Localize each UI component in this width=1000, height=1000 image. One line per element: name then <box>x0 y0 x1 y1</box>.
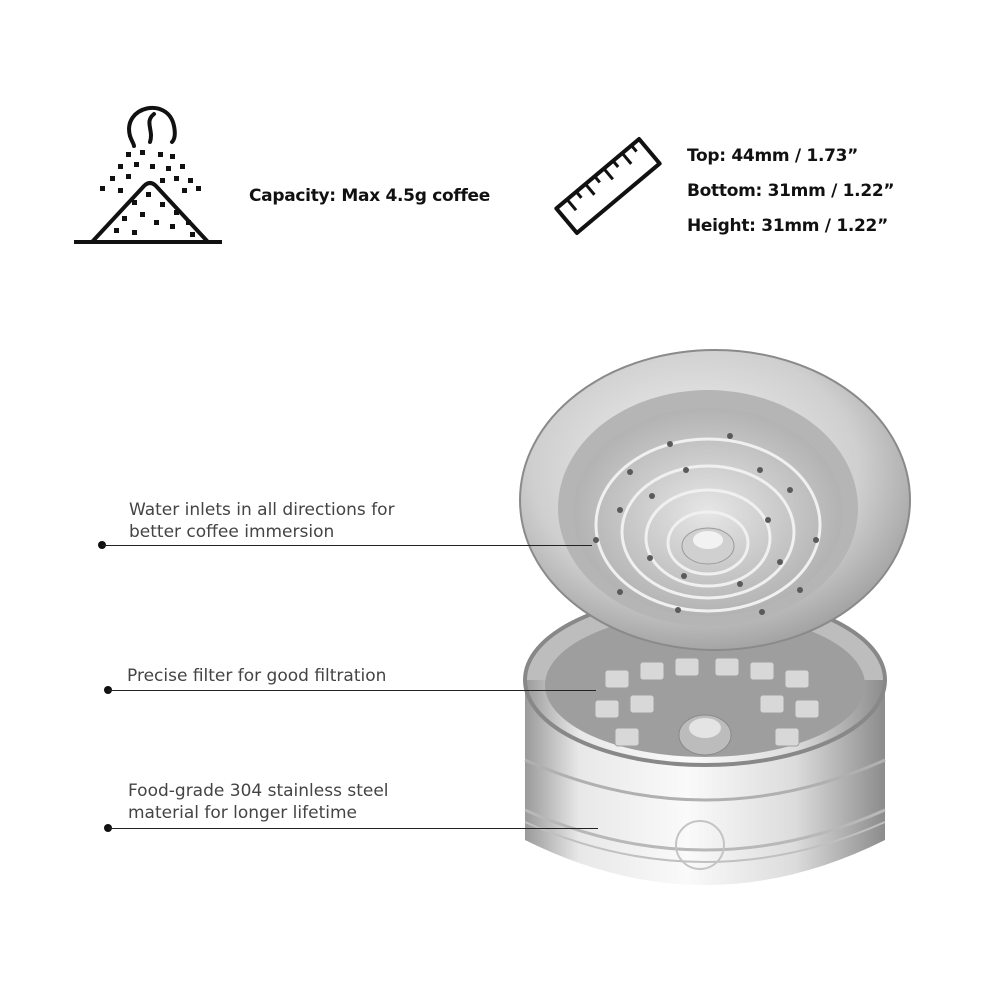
top-dimension: Top: 44mm / 1.73” <box>687 146 859 166</box>
coffee-bean-pile-icon <box>70 92 230 252</box>
callout-line: Precise filter for good filtration <box>127 666 387 686</box>
callout-material <box>128 780 389 824</box>
capacity-spec: Capacity: Max 4.5g coffee <box>249 186 491 206</box>
callout-filter <box>127 665 386 687</box>
callout-line: better coffee immersion <box>129 522 335 542</box>
leader-line <box>108 690 596 691</box>
ruler-icon <box>548 126 668 246</box>
capsule-illustration <box>500 340 920 910</box>
height-dimension: Height: 31mm / 1.22” <box>687 216 888 236</box>
leader-line <box>108 828 598 829</box>
callout-line: Food-grade 304 stainless steel <box>128 781 389 801</box>
callout-line: material for longer lifetime <box>128 803 357 823</box>
bottom-dimension: Bottom: 31mm / 1.22” <box>687 181 895 201</box>
leader-line <box>102 545 592 546</box>
callout-water-inlets <box>129 499 395 543</box>
callout-line: Water inlets in all directions for <box>129 500 395 520</box>
